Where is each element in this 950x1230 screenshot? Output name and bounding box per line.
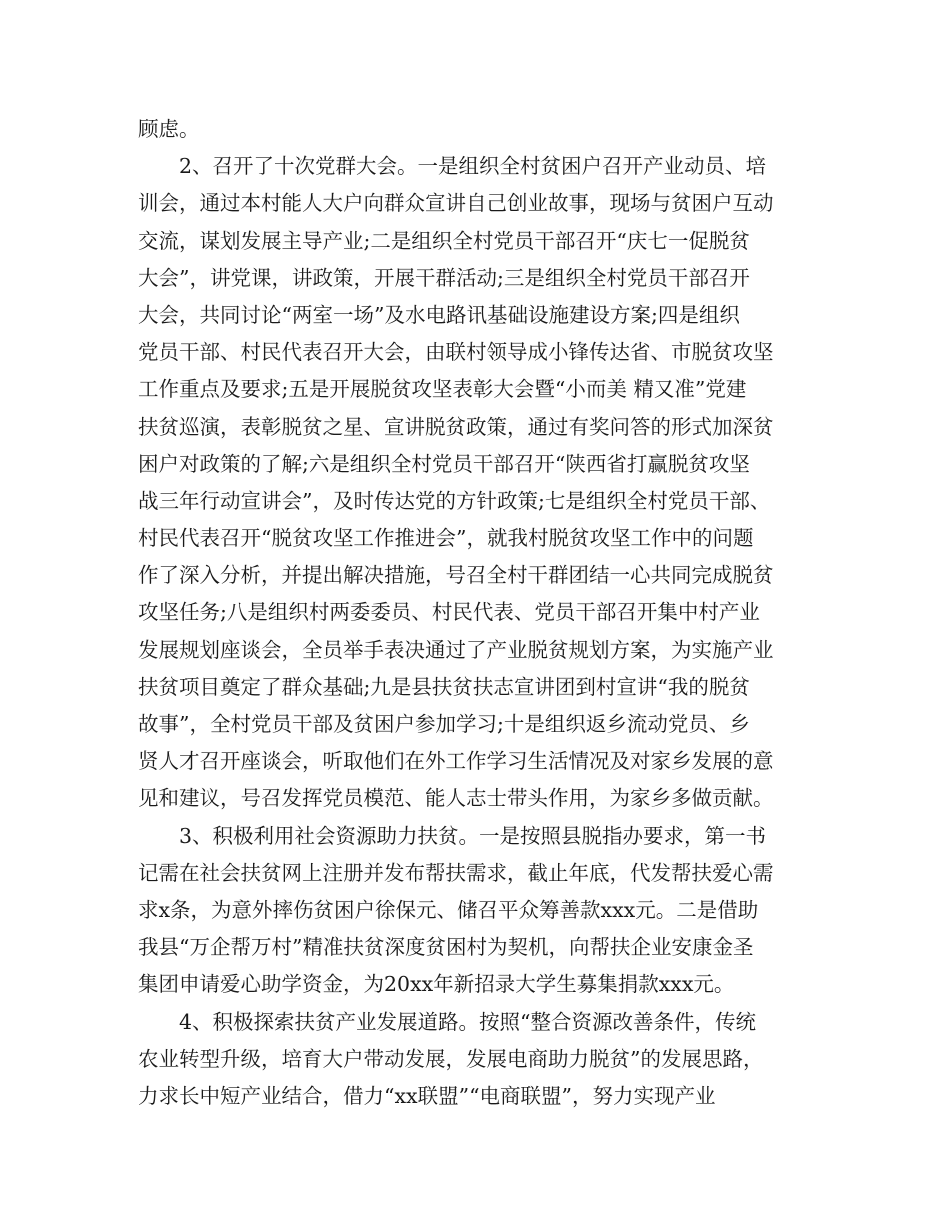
text-line: 求x条，为意外摔伤贫困户徐保元、储召平众筹善款xxx元。二是借助 bbox=[138, 897, 759, 922]
text-line: 我县“万企帮万村”精准扶贫深度贫困村为契机，向帮扶企业安康金圣 bbox=[138, 935, 754, 960]
text-line: 党员干部、村民代表召开大会，由联村领导成小锋传达省、市脱贫攻坚 bbox=[138, 340, 774, 365]
paragraph bbox=[138, 148, 818, 817]
text-line: 训会，通过本村能人大户向群众宣讲自己创业故事，现场与贫困户互动 bbox=[138, 191, 774, 216]
text-line: 集团申请爱心助学资金，为20xx年新招录大学生募集捐款xxx元。 bbox=[138, 972, 735, 997]
text-line: 工作重点及要求;五是开展脱贫攻坚表彰大会暨“小而美 精又准”党建 bbox=[138, 377, 747, 402]
paragraph bbox=[138, 111, 818, 148]
text-line: 扶贫项目奠定了群众基础;九是县扶贫扶志宣讲团到村宣讲“我的脱贫 bbox=[138, 674, 750, 699]
text-line: 4、积极探索扶贫产业发展道路。按照“整合资源改善条件，传统 bbox=[179, 1009, 757, 1034]
text-line: 村民代表召开“脱贫攻坚工作推进会”，就我村脱贫攻坚工作中的问题 bbox=[138, 526, 754, 551]
text-line: 发展规划座谈会，全员举手表决通过了产业脱贫规划方案，为实施产业 bbox=[138, 637, 774, 662]
text-line: 见和建议，号召发挥党员模范、能人志士带头作用，为家乡多做贡献。 bbox=[138, 786, 774, 811]
text-line: 扶贫巡演，表彰脱贫之星、宣讲脱贫政策，通过有奖问答的形式加深贫 bbox=[138, 414, 774, 439]
paragraph bbox=[138, 818, 818, 1004]
text-line: 作了深入分析，并提出解决措施，号召全村干群团结一心共同完成脱贫 bbox=[138, 563, 774, 588]
document-body bbox=[138, 111, 818, 1115]
paragraph bbox=[138, 1004, 818, 1116]
text-line: 交流，谋划发展主导产业;二是组织全村党员干部召开“庆七一促脱贫 bbox=[138, 228, 750, 253]
text-line: 力求长中短产业结合，借力“xx联盟”“电商联盟”，努力实现产业 bbox=[138, 1083, 716, 1108]
text-line: 顾虑。 bbox=[138, 117, 200, 141]
text-line: 贤人才召开座谈会，听取他们在外工作学习生活情况及对家乡发展的意 bbox=[138, 749, 774, 774]
text-line: 大会，共同讨论“两室一场”及水电路讯基础设施建设方案;四是组织 bbox=[138, 302, 740, 327]
text-line: 攻坚任务;八是组织村两委委员、村民代表、党员干部召开集中村产业 bbox=[138, 600, 760, 625]
text-line: 2、召开了十次党群大会。一是组织全村贫困户召开产业动员、培 bbox=[179, 154, 767, 179]
text-line: 战三年行动宣讲会”，及时传达党的方针政策;七是组织全村党员干部、 bbox=[138, 488, 771, 513]
text-line: 大会”，讲党课，讲政策，开展干群活动;三是组织全村党员干部召开 bbox=[138, 265, 750, 290]
text-line: 记需在社会扶贫网上注册并发布帮扶需求，截止年底，代发帮扶爱心需 bbox=[138, 860, 774, 885]
text-line: 农业转型升级，培育大户带动发展，发展电商助力脱贫”的发展思路， bbox=[138, 1046, 764, 1071]
text-line: 困户对政策的了解;六是组织全村党员干部召开“陕西省打赢脱贫攻坚 bbox=[138, 451, 750, 476]
text-line: 故事”，全村党员干部及贫困户参加学习;十是组织返乡流动党员、乡 bbox=[138, 712, 750, 736]
text-line: 3、积极利用社会资源助力扶贫。一是按照县脱指办要求，第一书 bbox=[179, 823, 767, 848]
